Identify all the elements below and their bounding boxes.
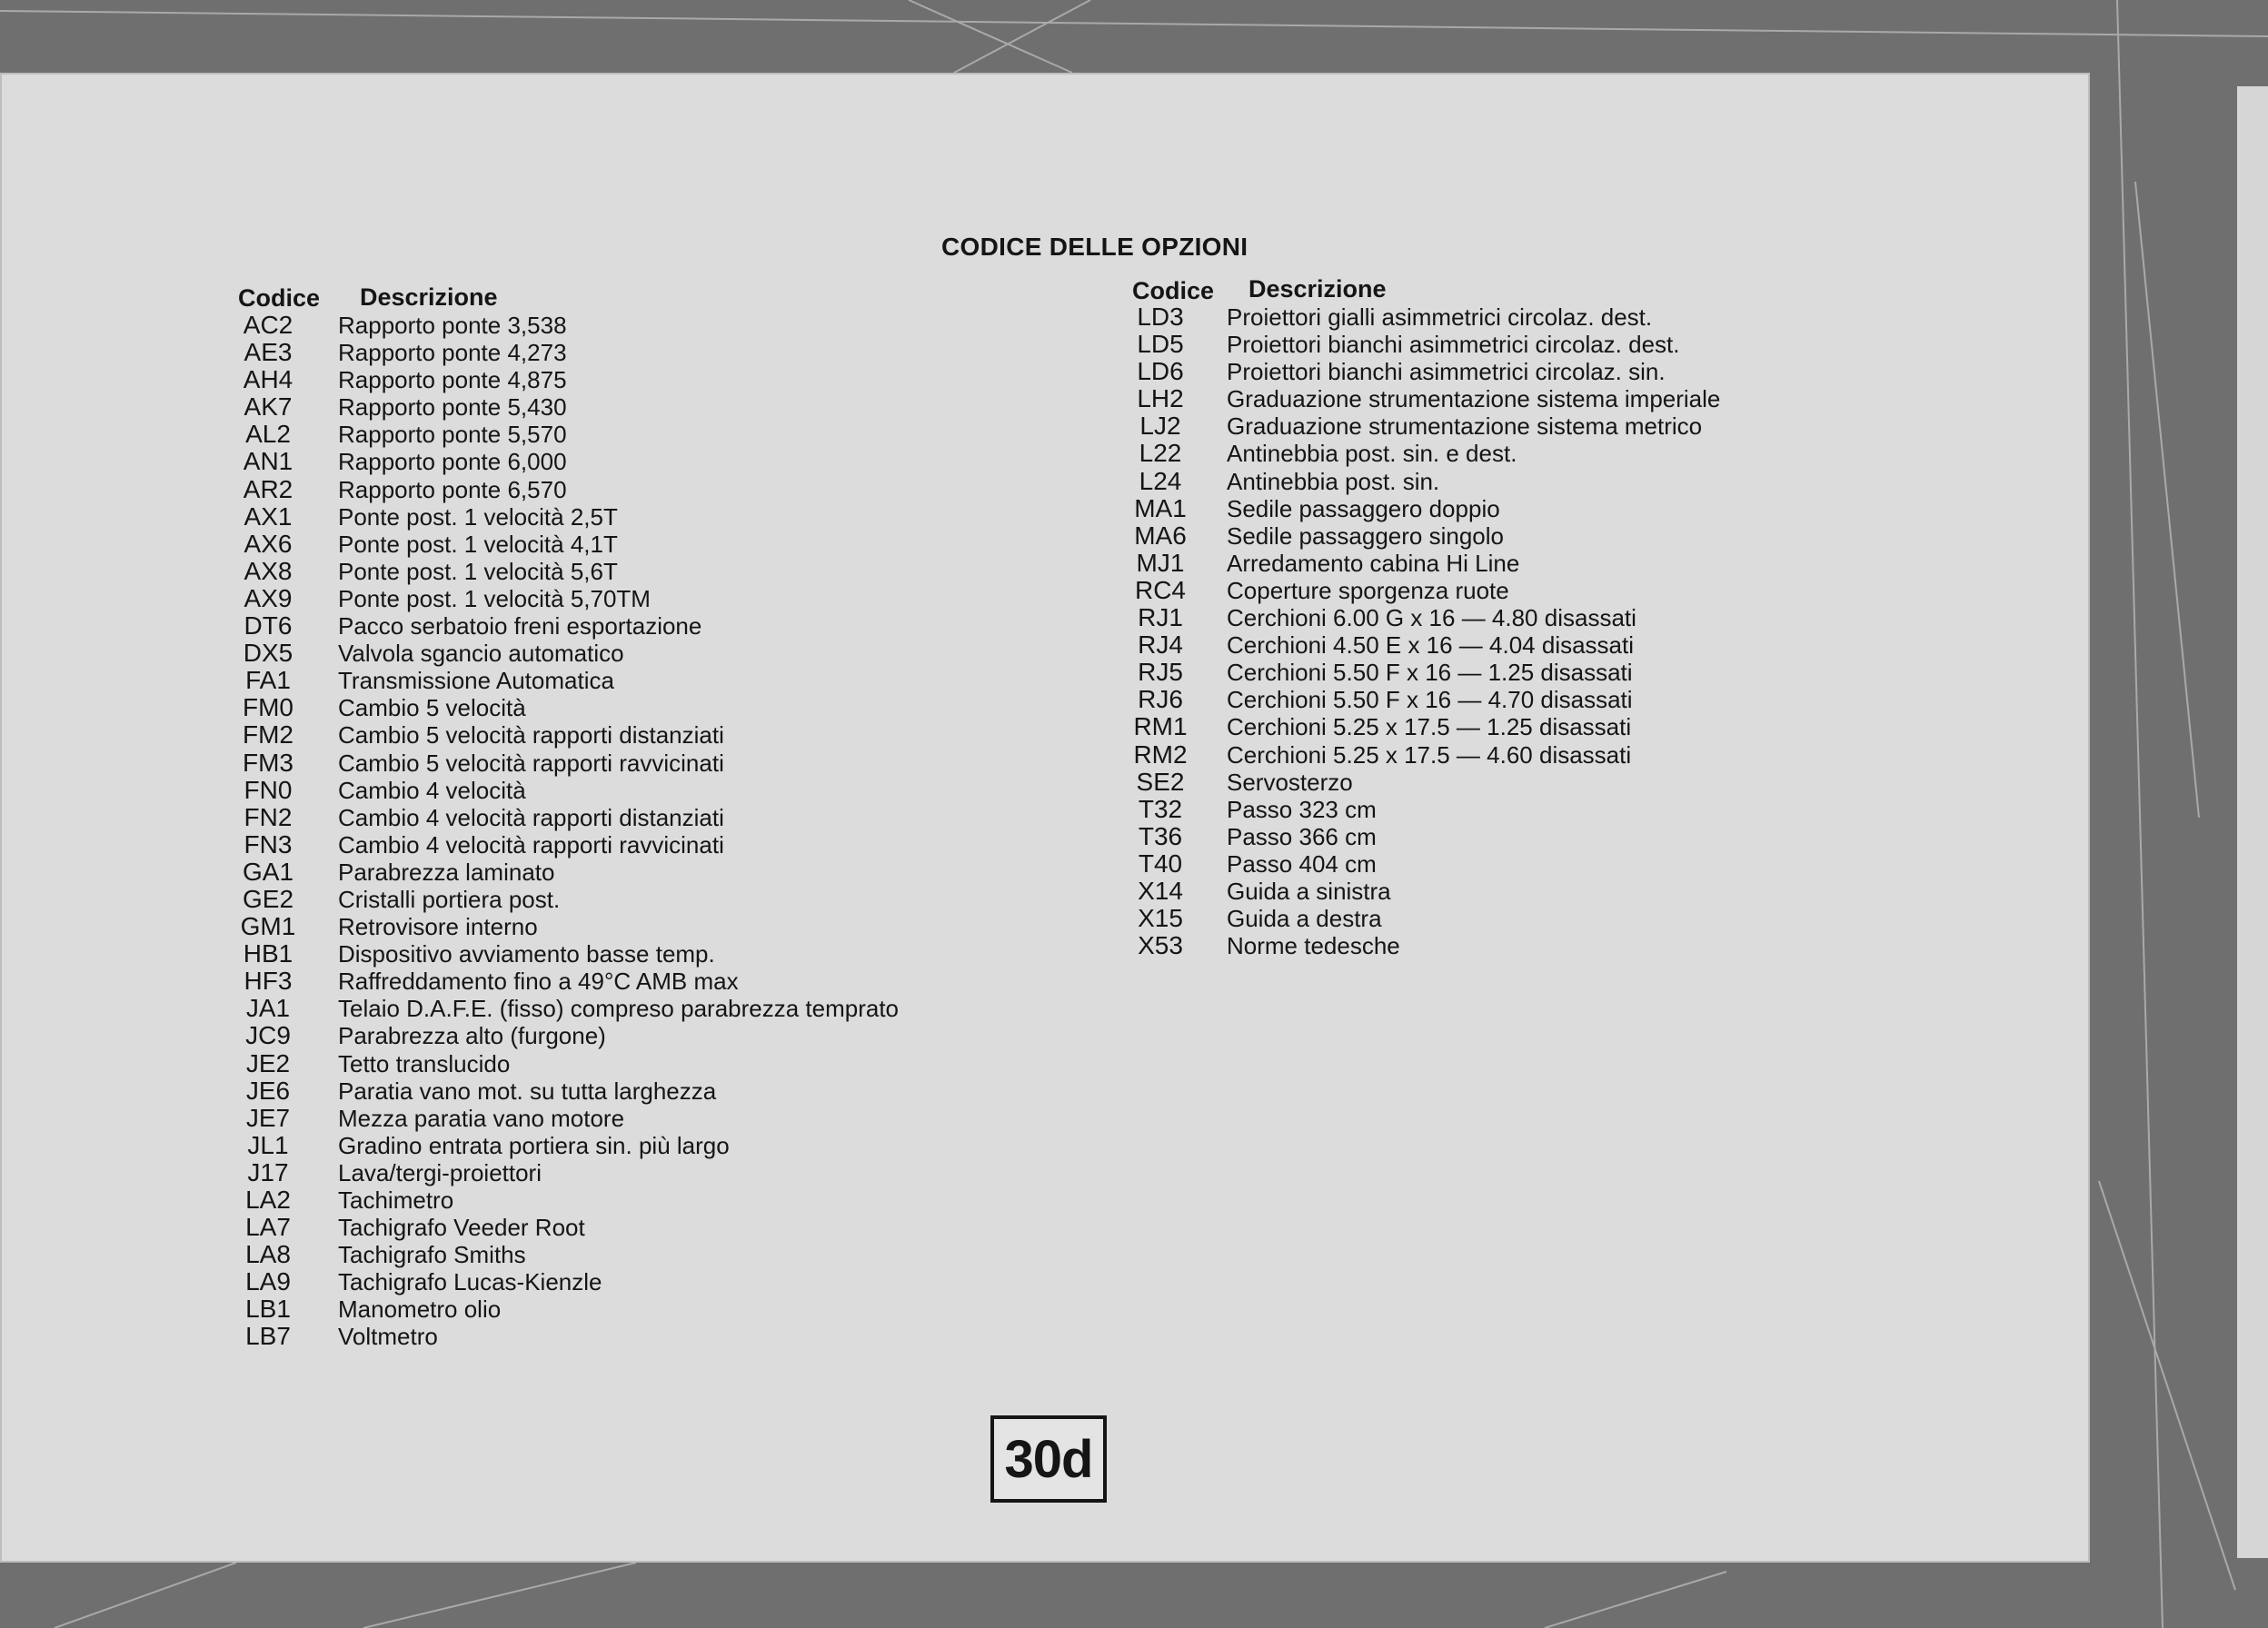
option-description: Cambio 4 velocità rapporti distanziati <box>338 803 724 831</box>
option-description: Lava/tergi-proiettori <box>338 1158 542 1186</box>
option-code: T36 <box>1138 821 1183 850</box>
right-options-list <box>1110 303 1855 959</box>
option-code: RJ1 <box>1138 603 1183 632</box>
option-description: Cambio 4 velocità <box>338 776 526 804</box>
option-description: Cerchioni 6.00 G x 16 — 4.80 disassati <box>1227 604 1636 632</box>
option-description: Cambio 5 velocità rapporti distanziati <box>338 721 724 749</box>
option-description: Parabrezza laminato <box>338 858 555 886</box>
option-code: LH2 <box>1137 384 1184 413</box>
option-row <box>218 448 1018 475</box>
option-code: MA1 <box>1134 493 1187 522</box>
option-description: Dispositivo avviamento basse temp. <box>338 940 715 968</box>
option-description: Guida a destra <box>1227 905 1382 933</box>
option-description: Servosterzo <box>1227 768 1353 796</box>
option-code: MJ1 <box>1136 548 1185 577</box>
option-row <box>1110 495 1855 522</box>
option-row <box>218 531 1018 558</box>
option-description: Arredamento cabina Hi Line <box>1227 549 1520 577</box>
option-description: Ponte post. 1 velocità 5,70TM <box>338 584 651 612</box>
option-code: LA7 <box>245 1213 291 1242</box>
option-row <box>1110 713 1855 740</box>
option-row <box>218 640 1018 667</box>
option-code: GE2 <box>242 884 294 913</box>
option-row <box>1110 932 1855 959</box>
left-description-header: Descrizione <box>360 283 498 311</box>
option-code: LB7 <box>245 1322 291 1351</box>
option-description: Voltmetro <box>338 1323 438 1351</box>
option-code: RJ5 <box>1138 658 1183 687</box>
option-description: Telaio D.A.F.E. (fisso) compreso parabrezza temprato <box>338 995 900 1023</box>
option-row <box>218 503 1018 531</box>
option-description: Parabrezza alto (furgone) <box>338 1022 606 1050</box>
option-row <box>218 913 1018 940</box>
option-code: LA2 <box>245 1186 291 1214</box>
option-row <box>1110 522 1855 550</box>
option-code: LA8 <box>245 1240 291 1269</box>
option-code: X53 <box>1138 931 1183 960</box>
option-code: JC9 <box>245 1021 291 1050</box>
left-code-header: Codice <box>238 284 321 312</box>
option-description: Valvola sgancio automatico <box>338 640 624 668</box>
option-description: Rapporto ponte 4,273 <box>338 339 567 367</box>
option-row <box>218 995 1018 1022</box>
option-code: AC2 <box>243 311 293 339</box>
option-description: Pacco serbatoio freni esportazione <box>338 612 702 640</box>
option-row <box>218 831 1018 859</box>
option-row <box>1110 468 1855 495</box>
option-row <box>218 804 1018 831</box>
option-description: Cambio 5 velocità <box>338 694 526 722</box>
option-row <box>1110 550 1855 577</box>
option-code: JA1 <box>245 994 291 1023</box>
option-description: Tachimetro <box>338 1186 454 1214</box>
option-code: MA6 <box>1134 521 1187 550</box>
option-description: Proiettori bianchi asimmetrici circolaz. dest. <box>1227 331 1680 359</box>
option-description: Mezza paratia vano motore <box>338 1104 625 1132</box>
option-row <box>1110 385 1855 412</box>
option-code: FM2 <box>243 720 293 749</box>
option-description: Raffreddamento fino a 49°C AMB max <box>338 968 739 996</box>
option-row <box>218 476 1018 503</box>
option-code: JE7 <box>245 1103 291 1132</box>
option-code: AL2 <box>245 420 291 449</box>
option-row <box>1110 303 1855 331</box>
option-description: Norme tedesche <box>1227 932 1400 960</box>
option-description: Cerchioni 5.50 F x 16 — 4.70 disassati <box>1227 686 1633 714</box>
option-row <box>1110 412 1855 440</box>
option-description: Ponte post. 1 velocità 5,6T <box>338 557 618 585</box>
option-description: Proiettori bianchi asimmetrici circolaz. sin. <box>1227 358 1666 386</box>
option-description: Manometro olio <box>338 1295 502 1324</box>
option-code: LD3 <box>1137 303 1184 331</box>
option-row <box>1110 659 1855 686</box>
option-row <box>1110 358 1855 385</box>
option-code: X14 <box>1138 876 1183 905</box>
option-row <box>1110 577 1855 604</box>
option-row <box>218 1077 1018 1105</box>
option-description: Ponte post. 1 velocità 2,5T <box>338 502 618 531</box>
option-description: Proiettori gialli asimmetrici circolaz. dest. <box>1227 303 1653 331</box>
option-code: GA1 <box>242 857 294 886</box>
option-code: JL1 <box>247 1130 289 1159</box>
option-description: Sedile passaggero singolo <box>1227 521 1504 550</box>
option-row <box>218 694 1018 721</box>
option-row <box>218 1241 1018 1268</box>
option-description: Coperture sporgenza ruote <box>1227 576 1509 604</box>
option-code: GM1 <box>240 912 296 941</box>
option-code: AX9 <box>244 583 293 612</box>
option-description: Rapporto ponte 6,000 <box>338 448 567 476</box>
option-row <box>218 421 1018 448</box>
option-code: RJ4 <box>1138 630 1183 660</box>
page-title: CODICE DELLE OPZIONI <box>941 233 1248 261</box>
adjacent-page-edge <box>2237 86 2268 1558</box>
right-code-header: Codice <box>1132 277 1215 304</box>
right-description-header: Descrizione <box>1248 275 1387 303</box>
option-row <box>1110 905 1855 932</box>
option-code: AE3 <box>244 338 293 367</box>
option-row <box>1110 878 1855 905</box>
option-description: Passo 366 cm <box>1227 822 1377 850</box>
option-description: Cristalli portiera post. <box>338 885 561 913</box>
option-code: LB1 <box>245 1295 291 1324</box>
option-description: Cerchioni 5.25 x 17.5 — 1.25 disassati <box>1227 713 1632 741</box>
option-description: Cerchioni 5.50 F x 16 — 1.25 disassati <box>1227 659 1633 687</box>
option-row <box>218 1050 1018 1077</box>
option-row <box>218 312 1018 339</box>
option-row <box>1110 604 1855 631</box>
option-row <box>218 558 1018 585</box>
option-code: AK7 <box>244 392 293 422</box>
option-description: Transmissione Automatica <box>338 667 614 695</box>
option-row <box>218 612 1018 640</box>
option-code: J17 <box>247 1157 289 1186</box>
option-row <box>218 1323 1018 1350</box>
option-row <box>218 1022 1018 1049</box>
option-row <box>218 1186 1018 1214</box>
option-row <box>218 859 1018 886</box>
option-description: Cerchioni 4.50 E x 16 — 4.04 disassati <box>1227 631 1635 660</box>
option-row <box>1110 850 1855 878</box>
option-code: RM1 <box>1133 712 1188 741</box>
option-row <box>1110 631 1855 659</box>
option-code: LD6 <box>1137 357 1184 386</box>
option-code: FN3 <box>244 829 293 859</box>
option-row <box>218 749 1018 777</box>
option-code: JE6 <box>245 1076 291 1105</box>
option-code: T32 <box>1138 794 1183 823</box>
option-description: Guida a sinistra <box>1227 877 1391 905</box>
option-code: FM3 <box>243 748 293 777</box>
option-code: AX8 <box>244 556 293 585</box>
option-description: Rapporto ponte 4,875 <box>338 366 567 394</box>
option-row <box>218 393 1018 421</box>
option-row <box>218 777 1018 804</box>
option-description: Rapporto ponte 5,430 <box>338 393 567 422</box>
option-description: Rapporto ponte 3,538 <box>338 312 567 339</box>
option-code: DT6 <box>244 611 293 640</box>
option-description: Antinebbia post. sin. e dest. <box>1227 440 1517 468</box>
option-description: Tachigrafo Veeder Root <box>338 1214 585 1242</box>
option-description: Cambio 4 velocità rapporti ravvicinati <box>338 830 724 859</box>
option-code: AX6 <box>244 529 293 558</box>
page-number-box <box>990 1415 1107 1503</box>
option-row <box>1110 686 1855 713</box>
option-row <box>1110 331 1855 358</box>
option-description: Antinebbia post. sin. <box>1227 467 1440 495</box>
option-row <box>218 968 1018 995</box>
option-code: LJ2 <box>1139 412 1181 441</box>
option-description: Cambio 5 velocità rapporti ravvicinati <box>338 749 724 777</box>
option-code: AH4 <box>243 365 293 394</box>
option-row <box>1110 823 1855 850</box>
option-description: Tachigrafo Lucas-Kienzle <box>338 1268 602 1296</box>
option-description: Passo 323 cm <box>1227 795 1377 823</box>
option-description: Sedile passaggero doppio <box>1227 494 1500 522</box>
option-code: T40 <box>1138 849 1183 878</box>
option-description: Passo 404 cm <box>1227 849 1377 878</box>
option-row <box>1110 769 1855 796</box>
option-description: Graduazione strumentazione sistema metrico <box>1227 412 1703 441</box>
option-row <box>218 1132 1018 1159</box>
option-description: Retrovisore interno <box>338 913 538 941</box>
option-code: FA1 <box>245 666 291 695</box>
option-row <box>1110 440 1855 467</box>
option-description: Ponte post. 1 velocità 4,1T <box>338 530 618 558</box>
option-row <box>1110 796 1855 823</box>
option-code: RC4 <box>1134 575 1186 604</box>
option-row <box>218 1295 1018 1323</box>
option-code: RM2 <box>1133 740 1188 769</box>
option-row <box>218 940 1018 968</box>
option-code: L22 <box>1139 439 1182 468</box>
option-code: L24 <box>1139 466 1182 495</box>
option-description: Tetto translucido <box>338 1049 511 1077</box>
option-code: HF3 <box>244 967 293 996</box>
option-description: Tachigrafo Smiths <box>338 1241 526 1269</box>
option-code: FN0 <box>244 775 293 804</box>
option-code: X15 <box>1138 904 1183 933</box>
option-code: LA9 <box>245 1267 291 1296</box>
option-code: SE2 <box>1136 767 1185 796</box>
option-code: LD5 <box>1137 330 1184 359</box>
option-row <box>1110 741 1855 769</box>
option-description: Graduazione strumentazione sistema imperiale <box>1227 385 1721 413</box>
option-code: AX1 <box>244 501 293 531</box>
option-row <box>218 1105 1018 1132</box>
option-description: Paratia vano mot. su tutta larghezza <box>338 1077 717 1105</box>
option-row <box>218 1159 1018 1186</box>
option-row <box>218 1268 1018 1295</box>
option-description: Rapporto ponte 5,570 <box>338 421 567 449</box>
option-code: FM0 <box>243 693 293 722</box>
left-options-list <box>218 312 1018 1351</box>
option-description: Gradino entrata portiera sin. più largo <box>338 1131 730 1159</box>
option-code: AN1 <box>243 447 293 476</box>
option-code: HB1 <box>243 939 293 968</box>
page-number: 30d <box>1004 1429 1093 1489</box>
option-description: Cerchioni 5.25 x 17.5 — 4.60 disassati <box>1227 740 1632 769</box>
option-row <box>218 721 1018 749</box>
option-description: Rapporto ponte 6,570 <box>338 475 567 503</box>
option-row <box>218 886 1018 913</box>
option-code: RJ6 <box>1138 685 1183 714</box>
option-row <box>218 585 1018 612</box>
option-row <box>218 366 1018 393</box>
option-row <box>218 667 1018 694</box>
option-row <box>218 1214 1018 1241</box>
option-code: AR2 <box>243 474 293 503</box>
option-code: JE2 <box>245 1048 291 1077</box>
option-code: DX5 <box>243 639 293 668</box>
option-row <box>218 339 1018 366</box>
option-code: FN2 <box>244 802 293 831</box>
